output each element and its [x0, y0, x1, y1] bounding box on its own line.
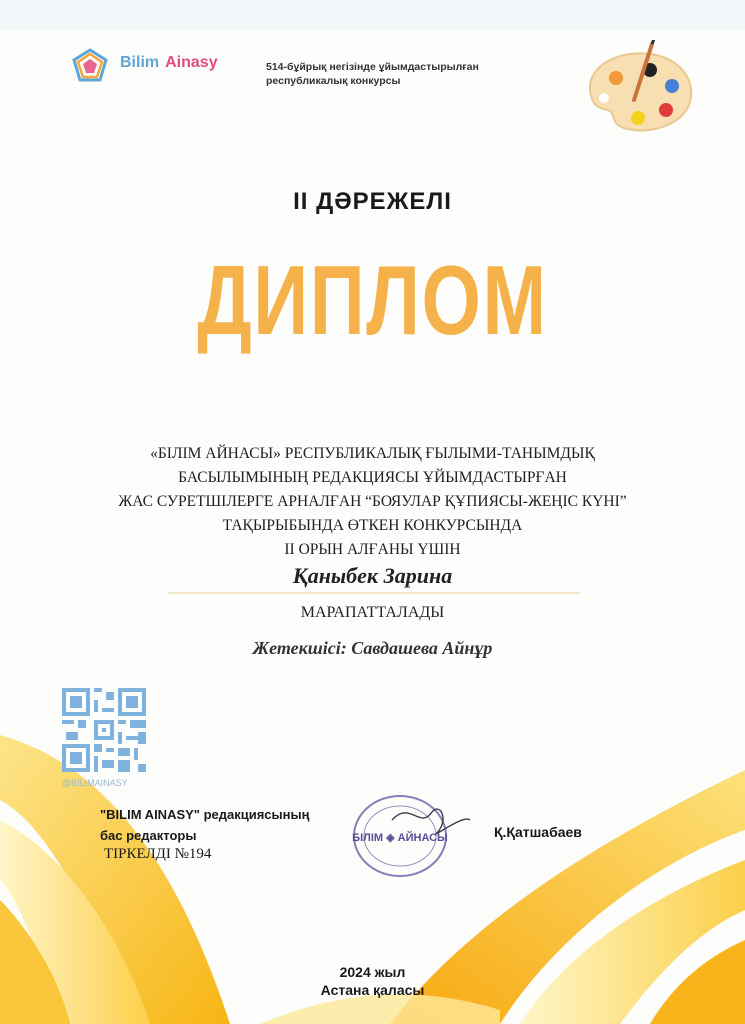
- official-stamp: [340, 790, 475, 880]
- signer-name: Қ.Қатшабаев: [494, 824, 582, 840]
- editor-line-2: бас редакторы: [100, 828, 197, 843]
- diploma-title: ДИПЛОМ: [197, 245, 548, 355]
- awarded-label: МАРАПАТТАЛАДЫ: [300, 604, 445, 621]
- qr-code: [62, 688, 146, 772]
- header-line-1: 514-бұйрық негізінде ұйымдастырылған: [266, 61, 479, 73]
- signature-stroke: [392, 809, 470, 834]
- footer-year: 2024 жыл: [339, 964, 406, 980]
- stamp-text: БІЛІМ ◈ АЙНАСЫ: [352, 832, 448, 844]
- bilim-ainasy-logo: [70, 44, 250, 84]
- footer-city: Астана қаласы: [320, 982, 425, 998]
- top-band: [0, 0, 745, 30]
- qr-caption: @BILIMAINASY: [62, 778, 128, 788]
- award-text-line-5: ІІ ОРЫН АЛҒАНЫ ҮШІН: [284, 541, 461, 558]
- paint-palette-icon: [580, 40, 700, 140]
- supervisor-name: Жетекшісі: Савдашева Айнұр: [252, 638, 493, 658]
- award-text-line-3: ЖАС СУРЕТШІЛЕРГЕ АРНАЛҒАН “БОЯУЛАР ҚҰПИЯСЫ-ЖЕҢІС КҮНІ”: [118, 493, 627, 510]
- recipient-underline: [168, 592, 580, 594]
- logo-brand-part1: Bilim: [120, 54, 160, 71]
- editor-title: [100, 804, 309, 846]
- registration-number: ТІРКЕЛДІ №194: [104, 846, 212, 862]
- award-text-line-2: БАСЫЛЫМЫНЫҢ РЕДАКЦИЯСЫ ҰЙЫМДАСТЫРҒАН: [178, 469, 567, 486]
- header-text: [266, 60, 526, 88]
- footer: [0, 963, 745, 999]
- award-text: [60, 442, 685, 562]
- logo-brand-part2: Ainasy: [165, 54, 218, 71]
- header-line-2: республикалық конкурсы: [266, 75, 401, 87]
- award-text-line-1: «БІЛІМ АЙНАСЫ» РЕСПУБЛИКАЛЫҚ ҒЫЛЫМИ-ТАНЫМДЫҚ: [150, 445, 595, 462]
- degree-label: II ДӘРЕЖЕЛІ: [293, 188, 452, 215]
- recipient-name: Қаныбек Зарина: [292, 563, 453, 588]
- award-text-line-4: ТАҚЫРЫБЫНДА ӨТКЕН КОНКУРСЫНДА: [222, 517, 523, 534]
- logo-mark-icon: [70, 48, 110, 82]
- editor-line-1: "BILIM AINASY" редакциясының: [100, 807, 310, 822]
